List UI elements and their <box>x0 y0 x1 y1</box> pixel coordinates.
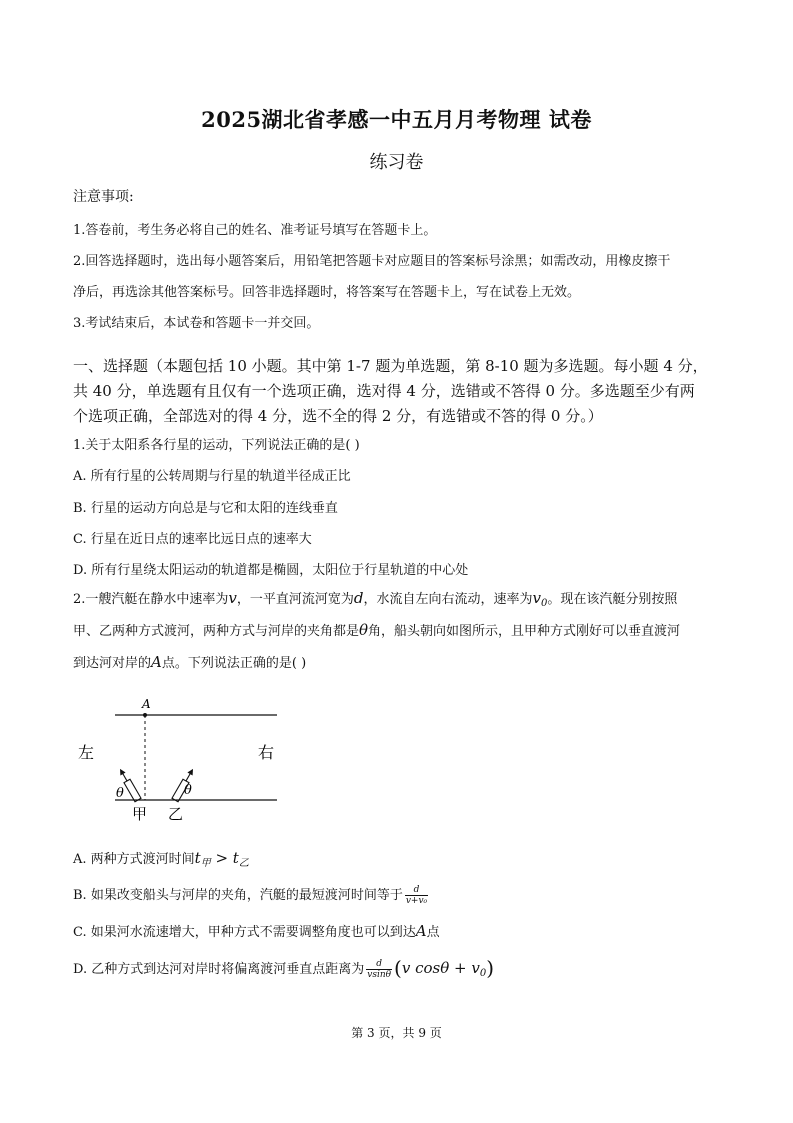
fraction-d-over-vsin-theta: $\frac{d}{vsin\theta}$ <box>367 959 392 980</box>
section-1-instructions-line-3: 个选项正确，全部选对的得 4 分，选不全的得 2 分，有选错或不答的得 0 分。） <box>73 407 603 425</box>
notes-item-3: 3.考试结束后，本试卷和答题卡一并交回。 <box>73 316 320 331</box>
question-2-option-b: B. 如果改变船头与河岸的夹角，汽艇的最短渡河时间等于 $\frac{d}{\text{v+v₀}}$ <box>73 885 428 906</box>
var-A: A <box>151 653 162 671</box>
question-2-option-a: A. 两种方式渡河时间$t_甲 > t_乙$ <box>73 849 249 869</box>
notes-item-1: 1.答卷前，考生务必将自己的姓名、准考证号填写在答题卡上。 <box>73 223 437 238</box>
label-right: 右 <box>258 743 275 762</box>
question-1-stem: 1.关于太阳系各行星的运动，下列说法正确的是( ) <box>73 438 360 453</box>
label-A: A <box>142 697 151 711</box>
question-1-option-d: D. 所有行星绕太阳运动的轨道都是椭圆，太阳位于行星轨道的中心处 <box>73 563 469 578</box>
question-1-option-a: A. 所有行星的公转周期与行星的轨道半径成正比 <box>73 469 351 484</box>
river-crossing-figure <box>72 690 287 825</box>
question-1-option-b: B. 行星的运动方向总是与它和太阳的连线垂直 <box>73 501 338 516</box>
question-2-option-d: D. 乙种方式到达河对岸时将偏离渡河垂直点距离为 $\frac{d}{vsin\theta}$ (v $\cos\theta + v_0$) <box>73 956 495 980</box>
exam-title: 2025湖北省孝感一中五月月考物理 试卷 <box>201 107 592 132</box>
page-footer: 第 3 页，共 9 页 <box>351 1026 442 1040</box>
notes-item-2-line-2: 净后，再选涂其他答案标号。回答非选择题时，将答案写在答题卡上，写在试卷上无效。 <box>73 285 581 300</box>
question-2-stem-line-3: 到达河对岸的A点。下列说法正确的是( ) <box>73 653 307 671</box>
label-theta-yi: θ <box>184 783 192 798</box>
label-left: 左 <box>78 743 95 762</box>
label-yi: 乙 <box>168 805 184 823</box>
label-theta-jia: θ <box>116 786 124 801</box>
fraction-d-over-v-plus-v0: $\frac{d}{\text{v+v₀}}$ <box>405 885 428 906</box>
section-1-instructions-line-2: 共 40 分，单选题有且仅有一个选项正确，选对得 4 分，选错或不答得 0 分。多选题至少有两 <box>73 382 695 400</box>
notes-heading: 注意事项: <box>73 189 134 205</box>
var-theta: θ <box>359 621 369 639</box>
question-2-stem-line-2: 甲、乙两种方式渡河，两种方式与河岸的夹角都是θ角，船头朝向如图所示，且甲种方式刚好可以垂直渡河 <box>73 621 681 639</box>
var-v: v <box>228 589 237 607</box>
label-jia: 甲 <box>132 805 148 823</box>
question-2-option-c: C. 如果河水流速增大，甲种方式不需要调整角度也可以到达A点 <box>73 922 440 940</box>
var-v0: v <box>532 589 542 607</box>
var-d: d <box>353 589 364 607</box>
point-A <box>143 713 147 717</box>
section-1-instructions-line-1: 一、选择题（本题包括 10 小题。其中第 1-7 题为单选题，第 8-10 题为多选题。每小题 4 分， <box>73 357 708 375</box>
question-2-stem-line-1: 2.一艘汽艇在静水中速率为v，一平直河流河宽为d，水流自左向右流动，速率为$v_0$。现在该汽艇分别按照 <box>73 589 678 609</box>
exam-subtitle: 练习卷 <box>369 152 424 173</box>
question-1-option-c: C. 行星在近日点的速率比远日点的速率大 <box>73 532 312 547</box>
notes-item-2-line-1: 2.回答选择题时，选出每小题答案后，用铅笔把答题卡对应题目的答案标号涂黑；如需改动，用橡皮擦干 <box>73 254 671 269</box>
